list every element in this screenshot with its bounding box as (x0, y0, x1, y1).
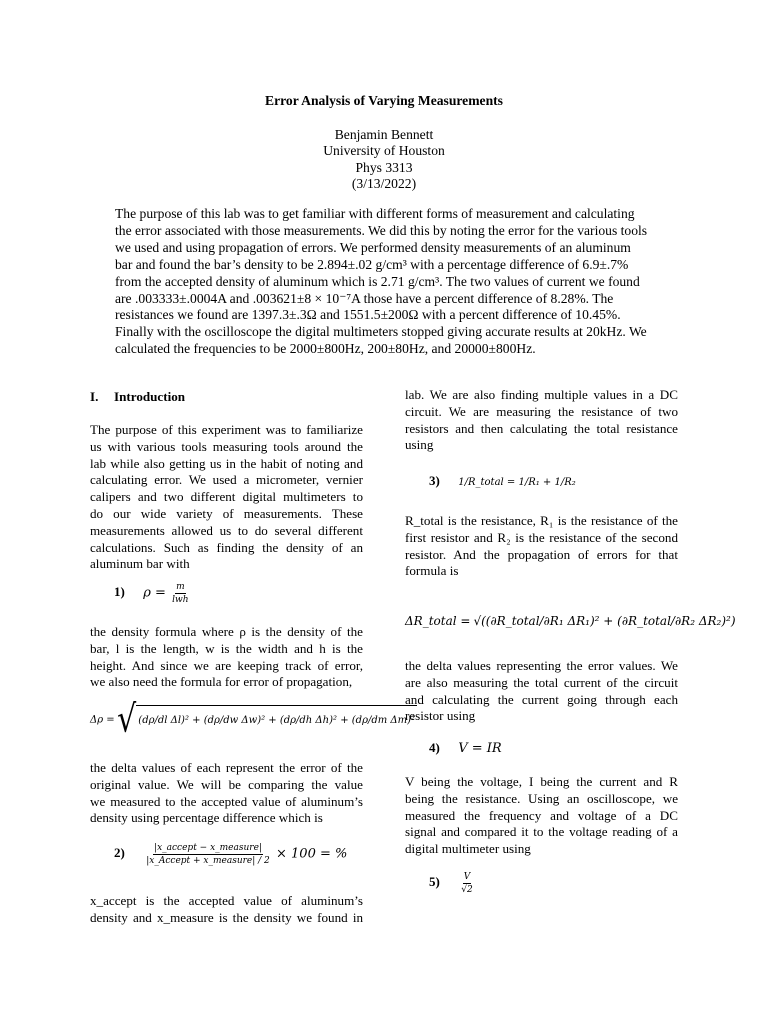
numerator: m (176, 582, 185, 592)
text-line: are also measuring the total current of the circuit (405, 674, 678, 690)
text-line: being the resistance. Using an oscilloscope, we (405, 790, 678, 806)
right-paragraph-1 (405, 387, 678, 454)
equation-total-resistance (429, 473, 576, 492)
equation-number: 1) (114, 584, 125, 600)
equation-error-propagation (90, 697, 417, 742)
square-root (117, 697, 417, 742)
text-line: us with various tools measuring tools around the (90, 438, 363, 454)
equation-density (114, 581, 192, 606)
equation-lhs: ΔR_total = (405, 614, 471, 628)
denominator: √2 (461, 885, 473, 895)
fraction (171, 581, 189, 606)
radical-sign: √ (117, 697, 137, 742)
equation-ohms-law (429, 740, 502, 758)
text-line: The purpose of this experiment was to familiarize (90, 422, 363, 437)
section-title: Introduction (114, 389, 186, 404)
abstract-line: bar and found the bar’s density to be 2.894±.02 g/cm³ with a percentage difference of 6.9±.7% (115, 256, 629, 272)
text-line: measured the frequency and voltage of a DC (405, 807, 678, 823)
date: (3/13/2022) (351, 176, 417, 191)
text-line: resistor. And the propagation of errors for that (405, 546, 678, 562)
text-line: density and x_measure is the density we found in (90, 909, 363, 925)
equation-percent-difference (114, 842, 347, 867)
section-number: I. (90, 389, 99, 404)
right-paragraph-3 (405, 658, 678, 725)
denominator: |x_Accept + x_measure| / 2 (146, 856, 270, 866)
section-heading (90, 389, 185, 406)
abstract-line: calculated the frequencies to be 2000±800Hz, 200±80Hz, and 20000±800Hz. (115, 341, 536, 357)
text-line: aluminum bar with (90, 556, 190, 572)
paper-title: Error Analysis of Varying Measurements (265, 93, 503, 108)
equation-resistance-error (405, 613, 736, 630)
equation-number: 5) (429, 874, 440, 890)
text-line: R_total is the resistance, R₁ is the resistance of the (405, 513, 678, 528)
text-line: digital multimeter using (405, 841, 531, 857)
text-line: we measured to the accepted value of aluminum’s (90, 793, 363, 809)
text-line: x_accept is the accepted value of aluminum’s (90, 893, 363, 908)
right-paragraph-2 (405, 513, 678, 580)
text-line: V being the voltage, I being the current and R (405, 774, 678, 789)
text-line: lab while also getting us in the habit of noting and (90, 455, 363, 471)
abstract-line: The purpose of this lab was to get familiar with different forms of measurement and calculating (115, 206, 635, 221)
abstract-line: we used and using propagation of errors. We performed density measurements of an aluminum (115, 239, 631, 255)
text-line: circuit. We are measuring the resistance of two (405, 403, 678, 419)
fraction (145, 842, 271, 867)
radicand: (dρ/dl Δl)² + (dρ/dw Δw)² + (dρ/dh Δh)² + (dρ/dm Δm)² (136, 705, 417, 735)
text-line: calculating error. We used a micrometer, vernier (90, 472, 363, 488)
text-line: do our wide variety of measurements. These (90, 505, 363, 521)
equation-rms-voltage (429, 871, 476, 896)
text-line: calipers and two different digital multimeters to (90, 489, 363, 505)
affiliation: University of Houston (323, 143, 445, 158)
course: Phys 3313 (355, 160, 413, 175)
text-line: resistor using (405, 708, 476, 724)
numerator: |x_accept − x_measure| (154, 843, 262, 853)
text-line: using (405, 437, 434, 453)
right-paragraph-4 (405, 774, 678, 858)
text-line: we also need the formula for error of propagation, (90, 674, 353, 690)
equation-lhs: Δρ = (90, 714, 115, 726)
equation-body: 1/R_total = 1/R₁ + 1/R₂ (458, 477, 576, 488)
text-line: the density formula where ρ is the density of the (90, 624, 363, 639)
text-line: signal and compared it to the voltage reading of a (405, 824, 678, 840)
text-line: the delta values of each represent the error of the (90, 760, 363, 775)
error-term: (dρ/dw Δw)² (203, 715, 266, 727)
numerator: V (463, 872, 471, 882)
abstract-line: the error associated with those measurements. We did this by noting the error for the various tools (115, 222, 648, 238)
text-line: original value. We will be comparing the value (90, 776, 363, 792)
equation-number: 2) (114, 845, 125, 861)
equation-body: √((∂R_total/∂R₁ ΔR₁)² + (∂R_total/∂R₂ ΔR₂)²) (473, 614, 736, 628)
text-line: density using percentage difference which is (90, 810, 323, 826)
abstract-line: from the accepted density of aluminum which is 2.71 g/cm³. The two values of current we found (115, 273, 640, 289)
text-line: measurements allowed us to do several different (90, 522, 363, 538)
text-line: and calculating the current going through each (405, 691, 678, 707)
fraction (460, 871, 473, 896)
intro-paragraph-2 (90, 624, 363, 691)
intro-paragraph-4 (90, 893, 363, 927)
abstract-line: are .003333±.0004A and .003621±8 × 10⁻⁷A those have a percent difference of 8.28%. The (115, 290, 614, 306)
text-line: bar, l is the length, w is the width and h is the (90, 640, 363, 656)
equation-lhs: ρ = (143, 585, 166, 601)
author-name: Benjamin Bennett (334, 127, 434, 142)
error-term: (dρ/dl Δl)² (138, 715, 189, 727)
abstract (115, 206, 660, 358)
equation-rhs: × 100 = % (276, 846, 348, 862)
equation-number: 3) (429, 473, 440, 488)
intro-paragraph-1 (90, 422, 363, 573)
equation-body: V = IR (458, 741, 502, 756)
text-line: resistors and then calculating the total resistance (405, 420, 678, 436)
text-line: formula is (405, 563, 459, 579)
text-line: the delta values representing the error values. We (405, 658, 678, 673)
error-term: (dρ/dh Δh)² (279, 715, 338, 727)
abstract-line: resistances we found are 1397.3±.3Ω and 1551.5±200Ω with a percent difference of 10.45%. (115, 307, 621, 323)
abstract-line: Finally with the oscilloscope the digital multimeters stopped giving accurate results at 20kHz. We (115, 324, 647, 340)
text-line: first resistor and R₂ is the resistance of the second (405, 529, 678, 545)
error-term: (dρ/dm Δm)² (351, 715, 415, 727)
intro-paragraph-3 (90, 760, 363, 827)
text-line: lab. We are also finding multiple values in a DC (405, 387, 678, 402)
text-line: height. And since we are keeping track of error, (90, 657, 363, 673)
equation-number: 4) (429, 740, 440, 755)
text-line: calculations. Such as finding the density of an (90, 539, 363, 555)
denominator: lwh (172, 595, 189, 605)
